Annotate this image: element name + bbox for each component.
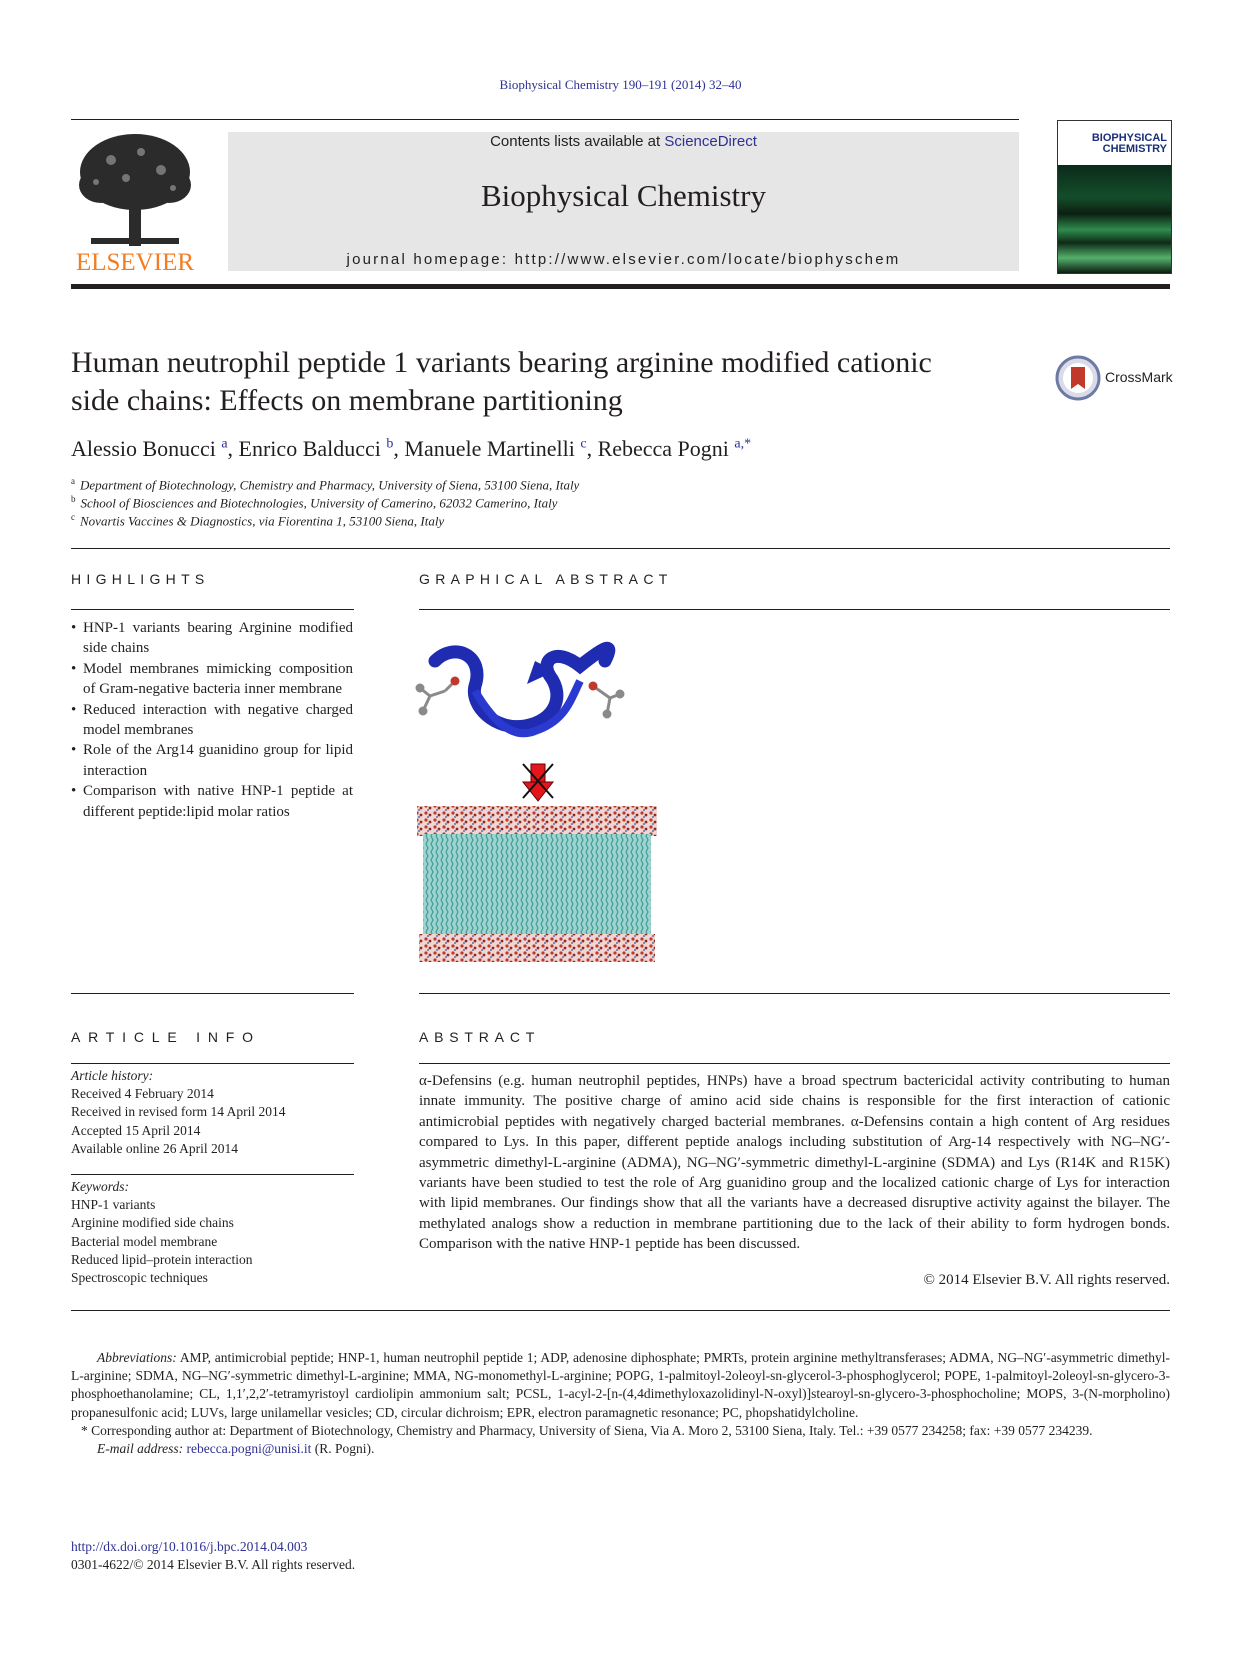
affiliation <box>71 512 444 529</box>
crossmark-badge[interactable] <box>1055 355 1175 403</box>
affiliation <box>71 476 579 493</box>
highlight-item: • Role of the Arg14 guanidino group for lipid interaction <box>71 740 353 781</box>
homepage-url[interactable]: http://www.elsevier.com/locate/biophyschem <box>514 251 901 268</box>
divider <box>71 993 354 994</box>
history-entry: Received 4 February 2014 <box>71 1086 214 1102</box>
crossmark-icon <box>1055 355 1101 401</box>
affiliation-text: Novartis Vaccines & Diagnostics, via Fiorentina 1, 53100 Siena, Italy <box>80 513 445 529</box>
divider <box>71 548 1170 549</box>
author-affil-mark[interactable]: c <box>580 436 587 452</box>
cover-title <box>1067 133 1167 155</box>
elsevier-wordmark: ELSEVIER <box>75 249 195 274</box>
affiliation <box>71 494 557 511</box>
crossmark-label: CrossMark <box>1105 369 1173 385</box>
doi-link[interactable]: http://dx.doi.org/10.1016/j.bpc.2014.04.003 <box>71 1539 308 1554</box>
highlight-item: • Model membranes mimicking composition of Gram-negative bacteria inner membrane <box>71 659 353 700</box>
doi-block <box>71 1538 355 1574</box>
keyword: Reduced lipid–protein interaction <box>71 1251 253 1267</box>
history-entry: Accepted 15 April 2014 <box>71 1122 201 1138</box>
divider <box>71 1310 1170 1311</box>
author-list: Alessio Bonucci $^a$, Enrico Balducci $^b$, Manuele Martinelli $^c$, Rebecca Pogni $^{a,*}$ <box>71 436 752 461</box>
affiliation-text: School of Biosciences and Biotechnologies, University of Camerino, 62032 Camerino, Italy <box>80 495 558 511</box>
history-entry: Received in revised form 14 April 2014 <box>71 1104 286 1120</box>
email-link[interactable]: rebecca.pogni@unisi.it <box>186 1441 312 1457</box>
highlights-list <box>71 618 353 822</box>
affiliation-text: Department of Biotechnology, Chemistry and Pharmacy, University of Siena, 53100 Siena, Italy <box>80 477 580 493</box>
abbreviations-text: AMP, antimicrobial peptide; HNP-1, human neutrophil peptide 1; ADP, adenosine diphosphate; PMRTs, protein arginine methyltransferases; ADMA, NG–NG′-asymmetric dimethyl-L-arginine; SDMA, NG–NG′-symmetric dimethyl-L-arginine; MMA, NG-monomethyl-L-arginine; POPG, 1-palmitoyl-2oleoyl-sn-glycerol-3-phosphoglycerol; POPE, 1-palmitoyl-2oleoyl-sn-glycero-3-phosphoethanolamine; CL, 1,1′,2,2′-tetramyristoyl cardiolipin ammonium salt; PCSL, 1-acyl-2-[n-(4,4dimethyloxazolidinyl-N-oxyl)]stearoyl-sn-glycero-3-phosphocholine; MOPS, 3-(N-morpholino) propanesulfonic acid; LUVs, large unilamellar vesicles; CD, circular dichroism; EPR, electron paramagnetic resonance; PC, phopshatidylcholine. <box>71 1350 1170 1420</box>
article-title-line2: side chains: Effects on membrane partitioning <box>71 384 623 417</box>
author-name[interactable]: Alessio Bonucci <box>71 436 216 461</box>
affiliation-key: b <box>71 494 76 504</box>
highlight-item: • HNP-1 variants bearing Arginine modified side chains <box>71 618 353 659</box>
author-affil-mark[interactable]: a,* <box>734 436 752 452</box>
journal-cover-thumbnail[interactable] <box>1057 120 1172 274</box>
keyword: Bacterial model membrane <box>71 1233 218 1249</box>
homepage-prefix: journal homepage: <box>346 251 515 268</box>
author-affil-mark[interactable]: b <box>386 436 394 452</box>
divider <box>71 1174 354 1175</box>
header-rule <box>71 119 1019 120</box>
keyword: HNP-1 variants <box>71 1197 156 1213</box>
peptide-ribbon <box>435 648 609 733</box>
blocked-arrow-icon <box>523 764 553 801</box>
cover-artwork <box>1058 165 1171 273</box>
highlights-heading: HIGHLIGHTS <box>71 571 210 587</box>
abstract-text: α-Defensins (e.g. human neutrophil peptides, HNPs) have a broad spectrum bactericidal activity contributing to human innate immunity. The positive charge of amino acid side chains is responsible for the first interaction of cationic antimicrobial peptides with negatively charged bacterial membranes. α-Defensins contain a high content of Arg residues compared to Lys. In this paper, different peptide analogs including substitution of Arg-14 respectively with NG–NG′-asymmetric dimethyl-L-arginine (ADMA), NG–NG′-symmetric dimethyl-L-arginine (SDMA) and Lys (R14K and R15K) variants have been studied to test the role of Arg guanidino group and the localized cationic charge of Lys for interaction with lipid membranes. Our findings show that all the variants have a decreased disruptive activity against the bilayer. The methylated analogs show a reduction in membrane partitioning due to the lack of their ability to form hydrogen bonds. Comparison with the native HNP-1 peptide has been discussed. <box>419 1073 1170 1253</box>
footnotes <box>71 1349 1170 1458</box>
author-name[interactable]: Rebecca Pogni <box>597 436 729 461</box>
email-suffix: (R. Pogni). <box>311 1441 375 1457</box>
keyword: Spectroscopic techniques <box>71 1270 208 1286</box>
elsevier-tree-logo <box>71 130 199 274</box>
abstract-heading: ABSTRACT <box>419 1029 541 1045</box>
graphical-abstract-heading: GRAPHICAL ABSTRACT <box>419 571 673 587</box>
history-entry: Available online 26 April 2014 <box>71 1140 238 1156</box>
email-footnote <box>71 1440 1170 1458</box>
journal-citation[interactable]: Biophysical Chemistry 190–191 (2014) 32–40 <box>499 77 742 92</box>
affiliation-key: a <box>71 476 75 486</box>
lipid-bilayer <box>417 806 657 962</box>
affiliation-key: c <box>71 512 75 522</box>
divider <box>419 993 1170 994</box>
divider <box>71 1063 354 1064</box>
journal-title: Biophysical Chemistry <box>480 178 766 213</box>
author-name[interactable]: Enrico Balducci <box>238 436 381 461</box>
issn-copyright: 0301-4622/© 2014 Elsevier B.V. All rights reserved. <box>71 1557 356 1573</box>
keyword: Arginine modified side chains <box>71 1215 234 1231</box>
graphical-abstract-figure[interactable] <box>415 636 665 966</box>
email-label: E-mail address: <box>97 1441 187 1457</box>
divider <box>419 609 1170 610</box>
article-history <box>71 1067 354 1158</box>
keywords-label: Keywords: <box>71 1179 129 1194</box>
sciencedirect-link[interactable]: ScienceDirect <box>664 133 757 150</box>
cover-title-line1: BIOPHYSICAL <box>1091 132 1167 144</box>
contents-prefix: Contents lists available at <box>490 133 665 150</box>
article-title-line1: Human neutrophil peptide 1 variants bearing arginine modified cationic <box>71 346 932 379</box>
article-title <box>71 344 1031 420</box>
abbreviations-label: Abbreviations: <box>97 1350 177 1365</box>
article-info-heading: ARTICLE INFO <box>71 1029 261 1045</box>
header-thick-rule <box>71 284 1170 289</box>
author-name[interactable]: Manuele Martinelli <box>404 436 575 461</box>
highlight-item: • Comparison with native HNP-1 peptide at different peptide:lipid molar ratios <box>71 781 353 822</box>
side-chain-sticks <box>417 678 623 717</box>
divider <box>419 1063 1170 1064</box>
corresponding-author-note: * Corresponding author at: Department of Biotechnology, Chemistry and Pharmacy, University of Siena, Via A. Moro 2, 53100 Siena, Italy. Tel.: +39 0577 234258; fax: +39 0577 234239. <box>81 1422 1093 1438</box>
keywords <box>71 1178 354 1287</box>
journal-homepage <box>228 251 1019 268</box>
contents-line <box>228 133 1019 150</box>
author-affil-mark[interactable]: a <box>221 436 228 452</box>
cover-title-line2: CHEMISTRY <box>1102 143 1167 155</box>
divider <box>71 609 354 610</box>
abbreviations-footnote <box>71 1349 1170 1422</box>
highlight-item: • Reduced interaction with negative charged model membranes <box>71 700 353 741</box>
abstract-copyright: © 2014 Elsevier B.V. All rights reserved. <box>923 1272 1170 1288</box>
article-history-label: Article history: <box>71 1068 154 1083</box>
